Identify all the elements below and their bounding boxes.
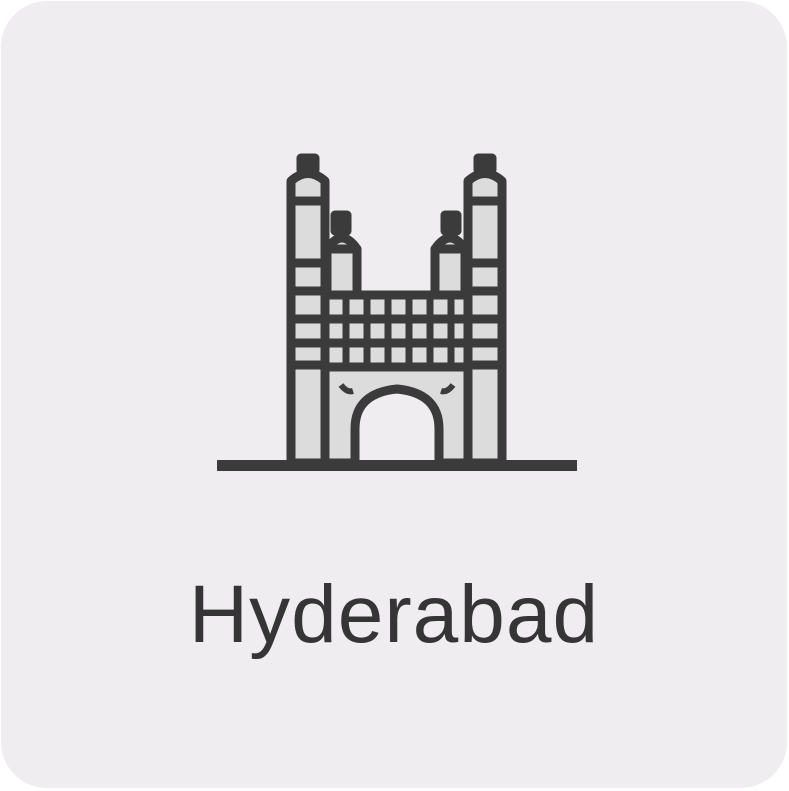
city-card[interactable]: [1, 1, 787, 788]
charminar-icon: [1, 1, 789, 791]
city-name-label: Hyderabad: [188, 569, 600, 660]
